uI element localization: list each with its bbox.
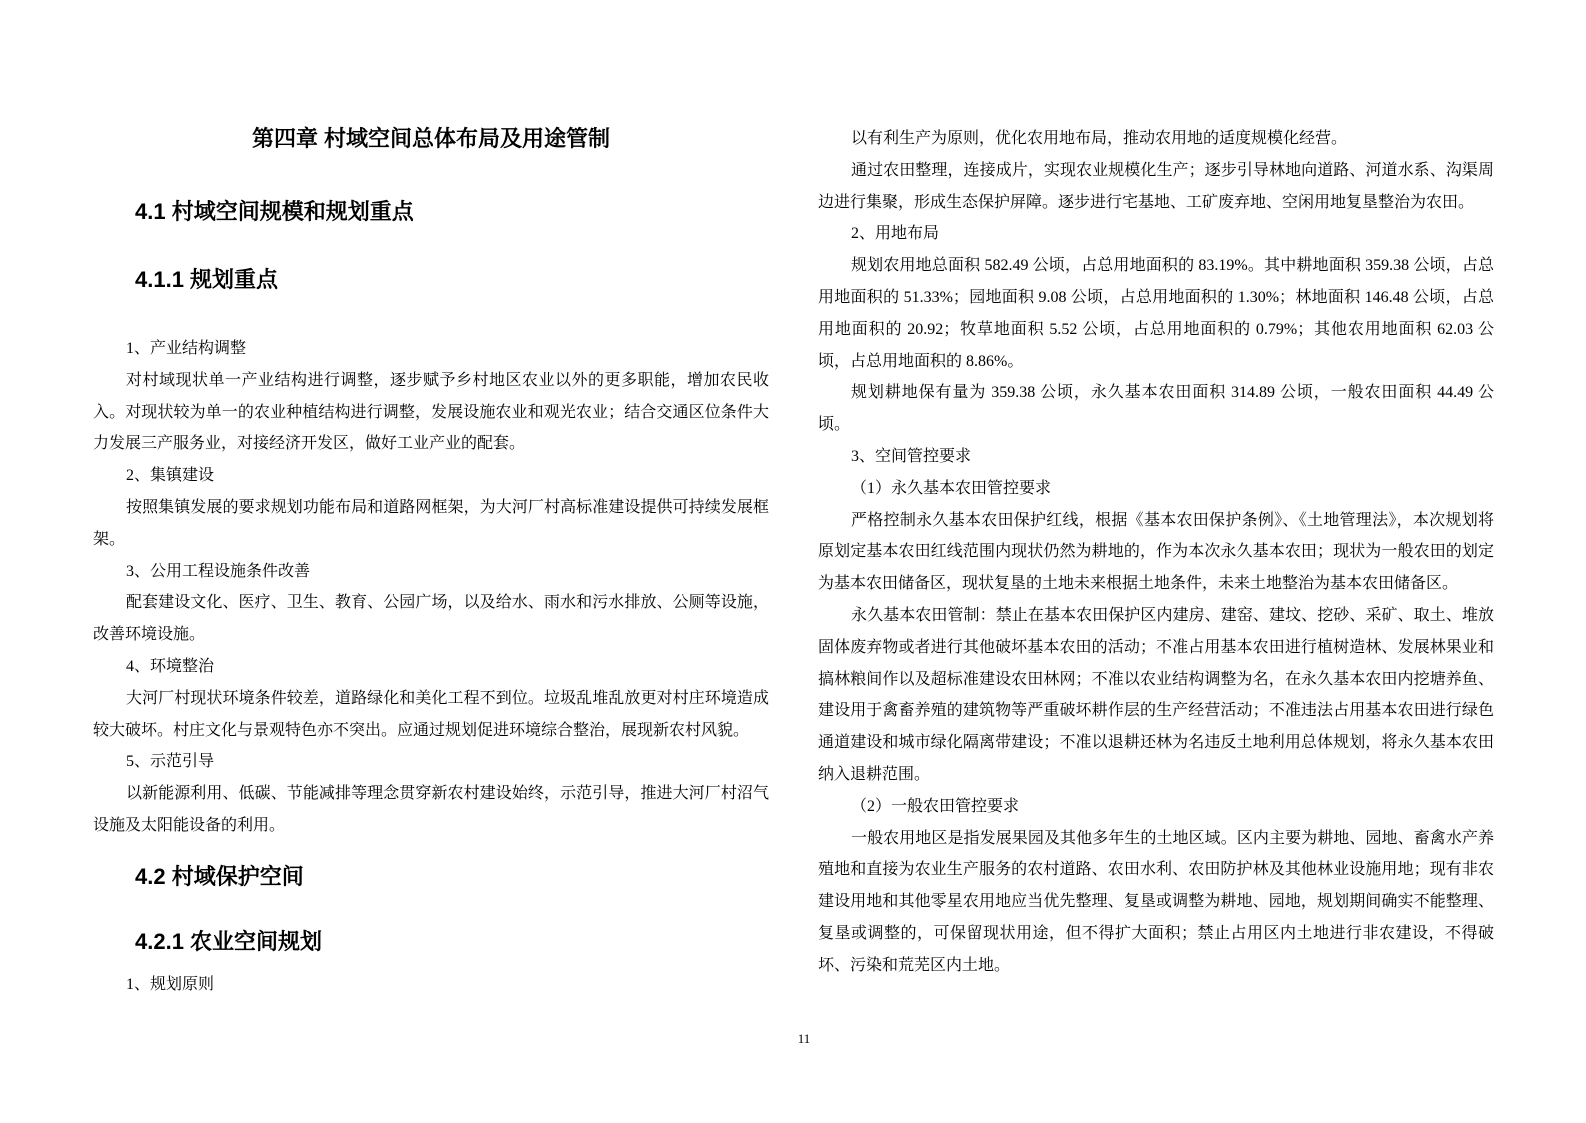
body-paragraph: 规划耕地保有量为 359.38 公顷，永久基本农田面积 314.89 公顷，一般农田面积 44.49 公顷。 xyxy=(818,384,1494,434)
subsection-heading-4-1-1: 4.1.1 规划重点 xyxy=(135,267,279,292)
body-paragraph: 以有利生产为原则，优化农用地布局，推动农用地的适度规模化经营。 xyxy=(851,130,1348,147)
sub-list-heading-permanent-farmland: （1）永久基本农田管控要求 xyxy=(851,479,1052,497)
list-heading-space-control: 3、空间管控要求 xyxy=(851,447,972,465)
section-heading-4-2: 4.2 村域保护空间 xyxy=(135,863,304,889)
list-heading-environment: 4、环境整治 xyxy=(126,657,215,675)
list-heading-industry: 1、产业结构调整 xyxy=(126,340,247,357)
left-column xyxy=(93,112,769,1001)
list-heading-public-works: 3、公用工程设施条件改善 xyxy=(126,562,311,580)
body-paragraph: 一般农用地区是指发展果园及其他多年生的土地区域。区内主要为耕地、园地、畜禽水产养殖地和直接为农业生产服务的农村道路、农田水利、农田防护林及其他林业设施用地；现有非农建设用地和其他零星农用地应当优先整理、复垦或调整为耕地、园地，规划期间确实不能整理、复垦或调整的，可保留现状用途，但不得扩大面积；禁止占用区内土地进行非农建设，不得破坏、污染和荒芜区内土地。 xyxy=(818,829,1494,974)
list-heading-land-layout: 2、用地布局 xyxy=(851,225,940,243)
page-number: 11 xyxy=(797,1031,811,1046)
body-paragraph: 严格控制永久基本农田保护红线，根据《基本农田保护条例》、《土地管理法》，本次规划将原划定基本农田红线范围内现状仍然为耕地的，作为本次永久基本农田；现状为一般农田的划定为基本农田储备区，现状复垦的土地未来根据土地条件，未来土地整治为基本农田储备区。 xyxy=(818,511,1494,593)
body-paragraph: 大河厂村现状环境条件较差，道路绿化和美化工程不到位。垃圾乱堆乱放更对村庄环境造成较大破坏。村庄文化与景观特色亦不突出。应通过规划促进环境综合整治，展现新农村风貌。 xyxy=(93,689,769,739)
list-heading-town: 2、集镇建设 xyxy=(126,467,215,485)
sub-list-heading-general-farmland: （2）一般农田管控要求 xyxy=(851,797,1020,815)
chapter-title: 第四章 村域空间总体布局及用途管制 xyxy=(251,126,611,151)
list-heading-principles: 1、规划原则 xyxy=(126,975,215,993)
body-paragraph: 以新能源利用、低碳、节能减排等理念贯穿新农村建设始终，示范引导，推进大河厂村沼气设施及太阳能设备的利用。 xyxy=(93,785,769,834)
body-paragraph: 配套建设文化、医疗、卫生、教育、公园广场，以及给水、雨水和污水排放、公厕等设施，改善环境设施。 xyxy=(93,594,769,644)
body-paragraph: 永久基本农田管制：禁止在基本农田保护区内建房、建窑、建坟、挖砂、采矿、取土、堆放固体废弃物或者进行其他破坏基本农田的活动；不准占用基本农田进行植树造林、发展林果业和搞林粮间作以及超标准建设农田林网；不准以农业结构调整为名，在永久基本农田内挖塘养鱼、建设用于禽畜养殖的建筑物等严重破坏耕作层的生产经营活动；不准违法占用基本农田进行绿色通道建设和城市绿化隔离带建设；不准以退耕还林为名违反土地利用总体规划，将永久基本农田纳入退耕范围。 xyxy=(818,606,1494,783)
list-heading-demonstration: 5、示范引导 xyxy=(126,753,215,771)
subsection-heading-4-2-1: 4.2.1 农业空间规划 xyxy=(135,928,323,954)
right-column xyxy=(818,112,1494,982)
body-paragraph: 按照集镇发展的要求规划功能布局和道路网框架，为大河厂村高标准建设提供可持续发展框架。 xyxy=(93,498,769,548)
section-heading-4-1: 4.1 村域空间规模和规划重点 xyxy=(135,199,414,224)
body-paragraph: 规划农用地总面积 582.49 公顷，占总用地面积的 83.19%。其中耕地面积 359.38 公顷，占总用地面积的 51.33%；园地面积 9.08 公顷，占总用地面积的 1.30%；林地面积 146.48 公顷，占总用地面积的 20.92；牧草地面积 5.52 公顷，占总用地面积的 0.79%；其他农用地面积 62.03 公顷，占总用地面积的 8.86%。 xyxy=(818,257,1494,370)
body-paragraph: 对村域现状单一产业结构进行调整，逐步赋予乡村地区农业以外的更多职能，增加农民收入。对现状较为单一的农业种植结构进行调整，发展设施农业和观光农业；结合交通区位条件大力发展三产服务业，对接经济开发区，做好工业产业的配套。 xyxy=(93,371,769,453)
body-paragraph: 通过农田整理，连接成片，实现农业规模化生产；逐步引导林地向道路、河道水系、沟渠周边进行集聚，形成生态保护屏障。逐步进行宅基地、工矿废弃地、空闲用地复垦整治为农田。 xyxy=(818,161,1494,211)
